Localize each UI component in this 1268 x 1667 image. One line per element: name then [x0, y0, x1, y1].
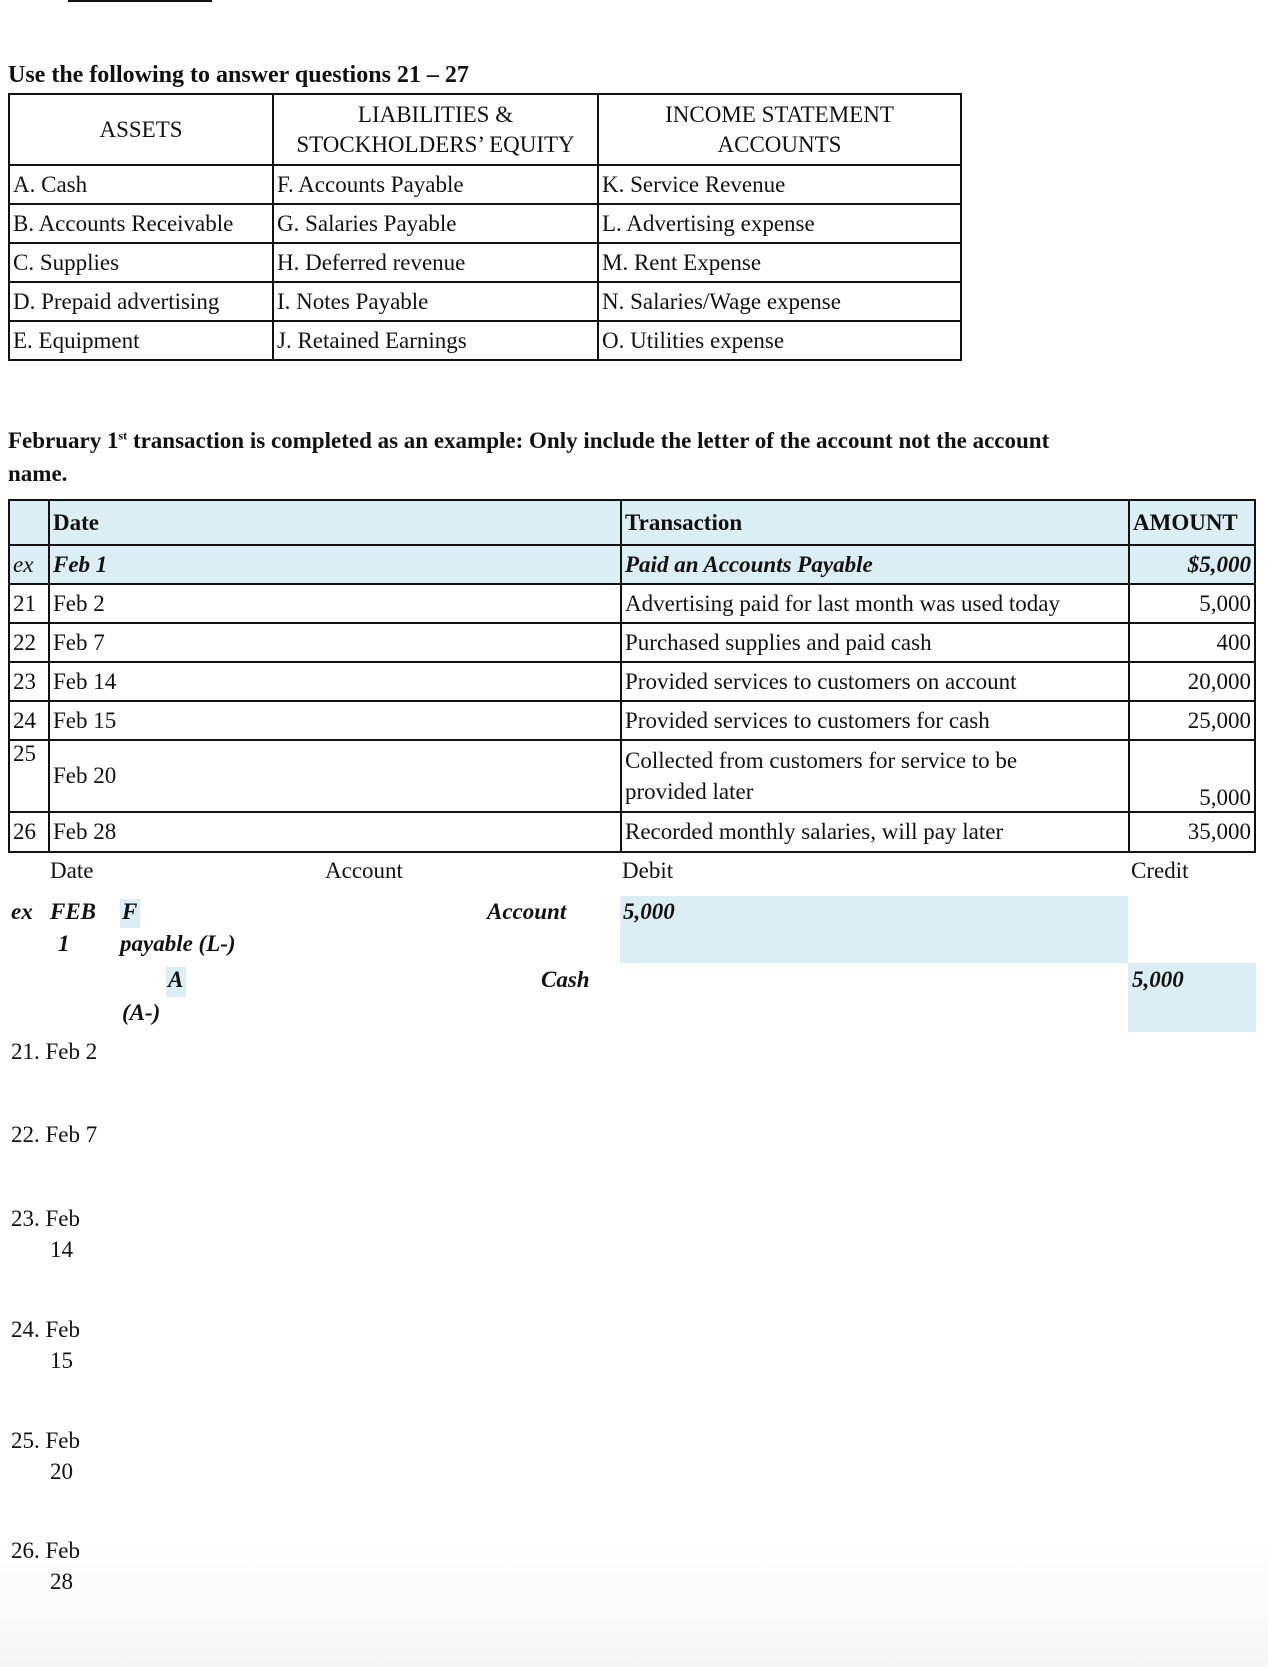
account-cell: H. Deferred revenue	[273, 243, 598, 282]
question-24-day: 15	[50, 1348, 73, 1373]
debit-amount: 5,000	[623, 899, 675, 924]
credit-amount: 5,000	[1132, 967, 1184, 992]
debit-letter: F	[122, 899, 138, 924]
row-num: 22	[9, 623, 49, 662]
example-label: ex	[11, 899, 33, 924]
row-amount: 25,000	[1129, 701, 1255, 740]
row-desc: Collected from customers for service to be provided later	[621, 740, 1129, 812]
intro-heading: Use the following to answer questions 21 – 27	[8, 62, 469, 88]
debit-account: Account	[487, 899, 567, 924]
question-25: 25. Feb	[11, 1428, 80, 1453]
account-cell: N. Salaries/Wage expense	[598, 282, 961, 321]
row-amount: 20,000	[1129, 662, 1255, 701]
question-26: 26. Feb	[11, 1538, 80, 1563]
row-date: Feb 20	[49, 740, 621, 812]
row-desc: Provided services to customers for cash	[621, 701, 1129, 740]
credit-sign: (A-)	[122, 1000, 161, 1025]
question-23-day: 14	[50, 1237, 73, 1262]
row-desc: Recorded monthly salaries, will pay later	[621, 812, 1129, 852]
instruction-line-2: name.	[8, 461, 68, 486]
account-cell: O. Utilities expense	[598, 321, 961, 360]
row-date: Feb 28	[49, 812, 621, 852]
account-cell: J. Retained Earnings	[273, 321, 598, 360]
journal-header-account: Account	[325, 858, 403, 883]
underline-rule	[68, 0, 212, 2]
row-num: 24	[9, 701, 49, 740]
header-amount: AMOUNT	[1129, 500, 1255, 545]
account-cell: E. Equipment	[9, 321, 273, 360]
credit-letter: A	[168, 967, 184, 992]
row-num: 23	[9, 662, 49, 701]
account-cell: G. Salaries Payable	[273, 204, 598, 243]
row-date: Feb 14	[49, 662, 621, 701]
journal-header-debit: Debit	[622, 858, 674, 883]
account-cell: M. Rent Expense	[598, 243, 961, 282]
account-cell: A. Cash	[9, 165, 273, 204]
account-cell: D. Prepaid advertising	[9, 282, 273, 321]
account-cell: I. Notes Payable	[273, 282, 598, 321]
row-amount: 5,000	[1129, 584, 1255, 623]
header-transaction: Transaction	[621, 500, 1129, 545]
question-21: 21. Feb 2	[11, 1039, 98, 1064]
account-cell: F. Accounts Payable	[273, 165, 598, 204]
row-num: 21	[9, 584, 49, 623]
row-desc: Purchased supplies and paid cash	[621, 623, 1129, 662]
example-day: 1	[58, 931, 70, 956]
row-amount: 5,000	[1129, 740, 1255, 812]
row-date: Feb 7	[49, 623, 621, 662]
row-date: Feb 15	[49, 701, 621, 740]
row-num: 26	[9, 812, 49, 852]
account-cell: K. Service Revenue	[598, 165, 961, 204]
example-month: FEB	[50, 899, 97, 924]
row-amount: 35,000	[1129, 812, 1255, 852]
account-cell: L. Advertising expense	[598, 204, 961, 243]
account-cell: B. Accounts Receivable	[9, 204, 273, 243]
accounts-table	[8, 93, 962, 361]
row-num: 25	[9, 740, 49, 812]
row-num: ex	[9, 545, 49, 584]
row-desc: Advertising paid for last month was used today	[621, 584, 1129, 623]
debit-account-cont: payable (L-)	[120, 931, 236, 956]
question-22: 22. Feb 7	[11, 1122, 98, 1147]
header-income: INCOME STATEMENT ACCOUNTS	[598, 94, 961, 165]
header-assets: ASSETS	[9, 94, 273, 165]
row-amount: 400	[1129, 623, 1255, 662]
header-liabilities: LIABILITIES & STOCKHOLDERS’ EQUITY	[273, 94, 598, 165]
journal-header-date: Date	[50, 858, 94, 883]
header-date: Date	[49, 500, 621, 545]
row-date: Feb 1	[49, 545, 621, 584]
account-cell: C. Supplies	[9, 243, 273, 282]
instruction-line: February 1st transaction is completed as an example: Only include the letter of the account not the account	[8, 428, 1050, 453]
row-desc: Paid an Accounts Payable	[621, 545, 1129, 584]
question-24: 24. Feb	[11, 1317, 80, 1342]
credit-account: Cash	[541, 967, 590, 992]
journal-header-credit: Credit	[1131, 858, 1189, 883]
row-amount: $5,000	[1129, 545, 1255, 584]
question-26-day: 28	[50, 1569, 73, 1594]
debit-highlight	[620, 896, 1128, 963]
row-desc: Provided services to customers on account	[621, 662, 1129, 701]
transactions-table	[8, 499, 1256, 853]
question-25-day: 20	[50, 1459, 73, 1484]
question-23: 23. Feb	[11, 1206, 80, 1231]
row-date: Feb 2	[49, 584, 621, 623]
